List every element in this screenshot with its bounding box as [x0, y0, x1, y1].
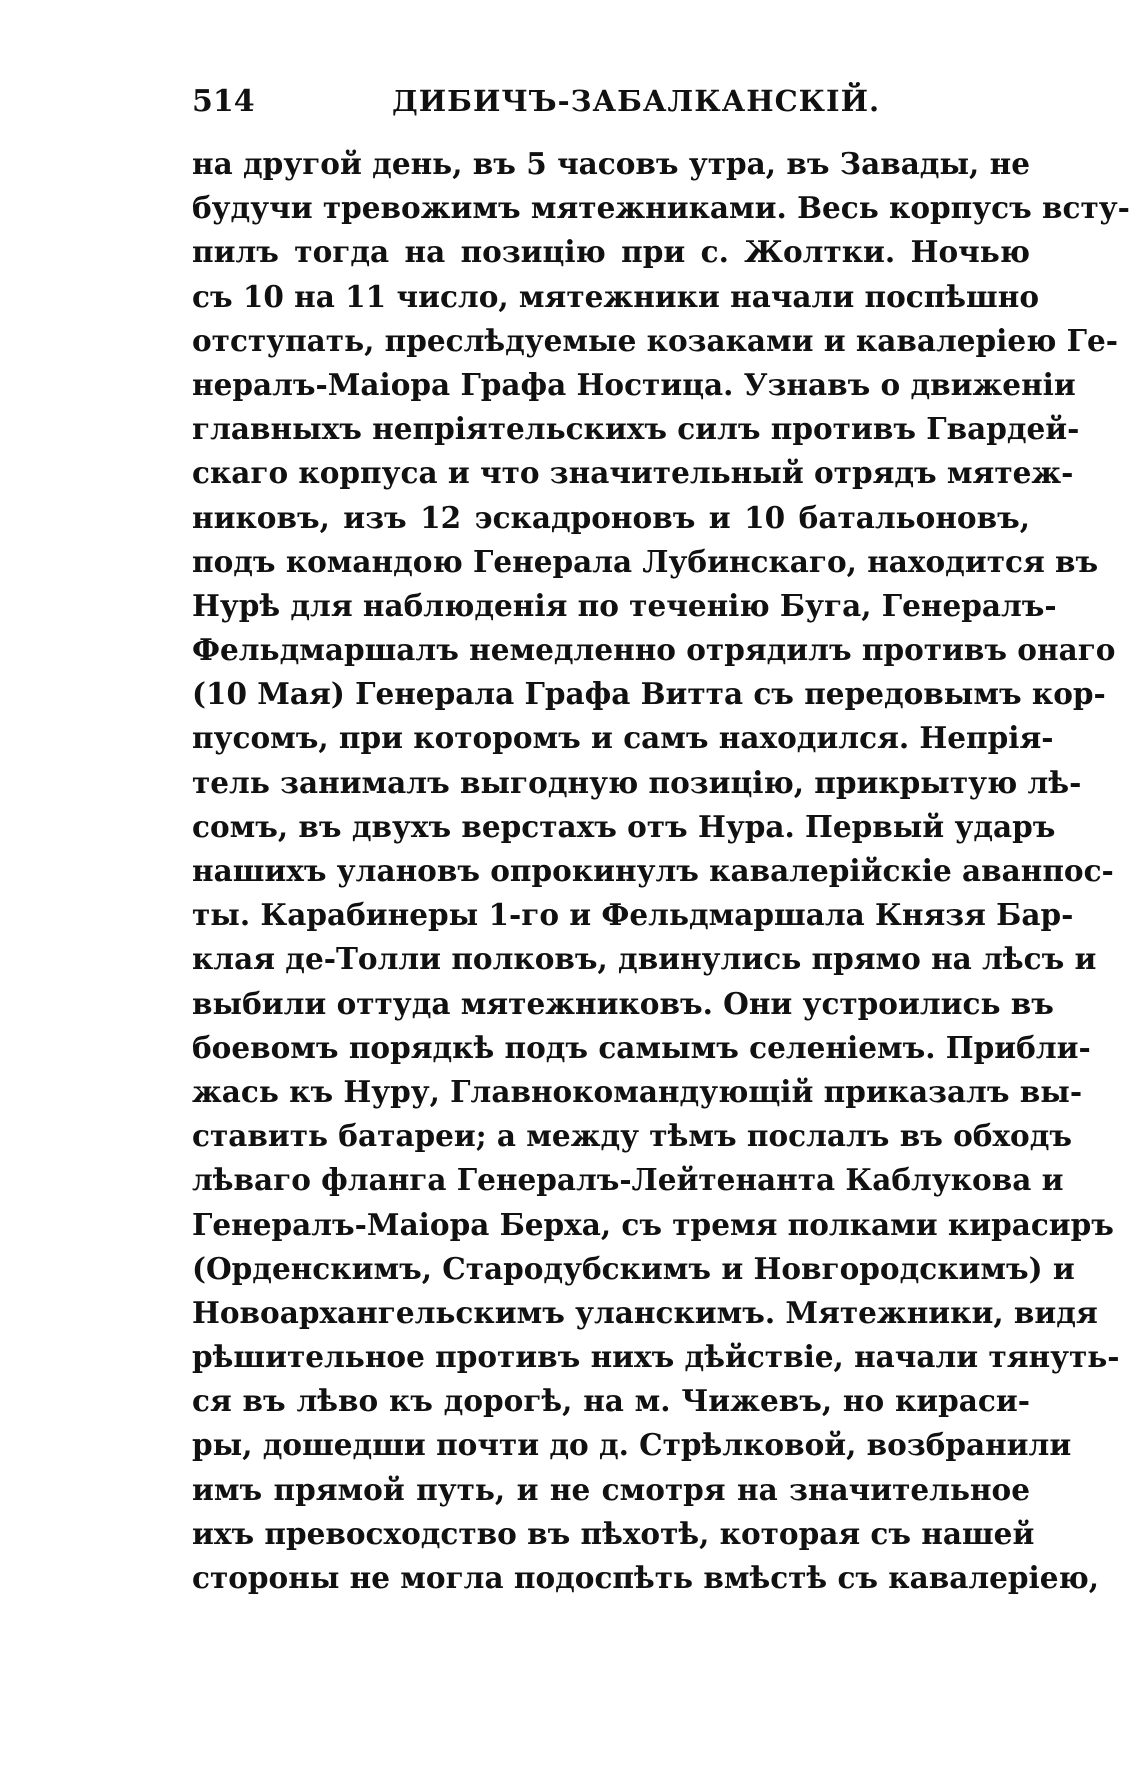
text-line: тель занималъ выгодную позицію, прикрытую лѣ-: [192, 764, 1082, 800]
text-line: Нурѣ для наблюденія по теченію Буга, Генералъ-: [192, 587, 1057, 623]
text-line: съ 10 на 11 число, мятежники начали поспѣшно: [192, 278, 1040, 314]
text-line: подъ командою Генерала Лубинскаго, находится въ: [192, 543, 1099, 579]
text-line: (Орденскимъ, Стародубскимъ и Новгородскимъ) и: [192, 1250, 1075, 1286]
text-line: боевомъ порядкѣ подъ самымъ селеніемъ. Прибли-: [192, 1029, 1091, 1065]
text-line: (10 Мая) Генерала Графа Витта съ передовымъ кор-: [192, 676, 1106, 712]
text-line: стороны не могла подоспѣть вмѣстѣ съ кавалеріею,: [192, 1560, 1100, 1595]
text-line: пилъ тогда на позицію при с. Жолтки. Ночью: [192, 234, 1030, 270]
text-line: скаго корпуса и что значительный отрядъ мятеж-: [192, 455, 1074, 491]
text-line: ся въ лѣво къ дорогѣ, на м. Чижевъ, но кираси-: [192, 1383, 1030, 1419]
text-line: ставить батареи; а между тѣмъ послалъ въ обходъ: [192, 1118, 1073, 1154]
text-line: клая де-Толли полковъ, двинулись прямо на лѣсъ и: [192, 941, 1097, 977]
text-line: пусомъ, при которомъ и самъ находился. Непрія-: [192, 720, 1054, 756]
page-header: [192, 84, 1017, 124]
text-line: отступать, преслѣдуемые козаками и кавалеріею Ге-: [192, 322, 1119, 358]
text-line: ты. Карабинеры 1-го и Фельдмаршала Князя Бар-: [192, 897, 1074, 933]
text-line: никовъ, изъ 12 эскадроновъ и 10 батальоновъ,: [192, 499, 1030, 535]
running-title: ДИБИЧЪ-ЗАБАЛКАНСКІЙ.: [392, 84, 881, 118]
text-line: главныхъ непріятельскихъ силъ противъ Гвардей-: [192, 411, 1080, 447]
text-line: выбили оттуда мятежниковъ. Они устроились въ: [192, 985, 1054, 1021]
text-line: Генералъ-Маіора Берха, съ тремя полками кирасиръ: [192, 1206, 1114, 1242]
text-line: нашихъ улановъ опрокинулъ кавалерійскіе аванпос-: [192, 853, 1114, 888]
text-line: рѣшительное противъ нихъ дѣйствіе, начали тянуть-: [192, 1339, 1120, 1375]
text-line: ры, дошедши почти до д. Стрѣлковой, возбранили: [192, 1427, 1072, 1463]
text-line: на другой день, въ 5 часовъ утра, въ Завады, не: [192, 146, 1030, 181]
body-text: [192, 142, 1130, 1600]
text-line: жась къ Нуру, Главнокомандующій приказалъ вы-: [192, 1073, 1083, 1109]
text-line: сомъ, въ двухъ верстахъ отъ Нура. Первый ударъ: [192, 808, 1056, 844]
page-number: 514: [192, 84, 255, 119]
text-line: Новоархангельскимъ уланскимъ. Мятежники, видя: [192, 1294, 1098, 1330]
text-line: ихъ превосходство въ пѣхотѣ, которая съ нашей: [192, 1515, 1035, 1551]
text-line: Фельдмаршалъ немедленно отрядилъ противъ онаго: [192, 632, 1116, 668]
text-line: будучи тревожимъ мятежниками. Весь корпусъ всту-: [192, 190, 1130, 226]
text-line: лѣваго фланга Генералъ-Лейтенанта Каблукова и: [192, 1162, 1064, 1198]
text-line: имъ прямой путь, и не смотря на значительное: [192, 1471, 1030, 1507]
text-line: нералъ-Маіора Графа Ностица. Узнавъ о движеніи: [192, 366, 1076, 402]
